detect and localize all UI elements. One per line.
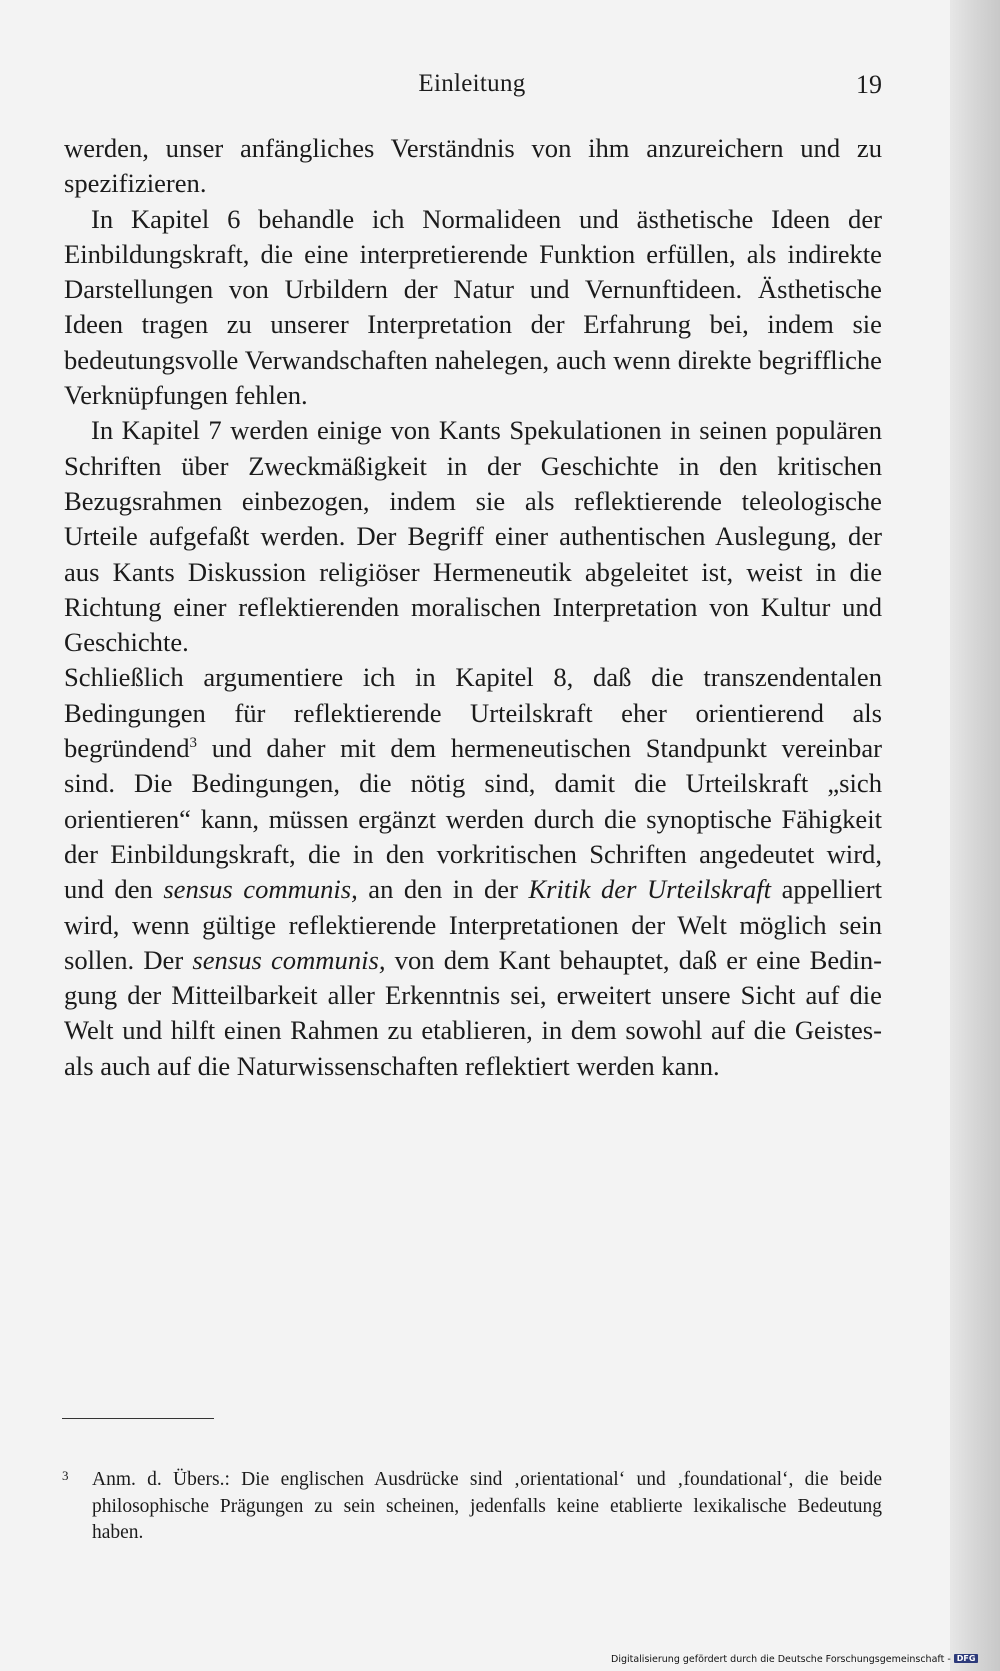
paragraph-1: werden, unser anfängliches Verständnis von ihm anzureichern und zu spezifizieren. xyxy=(64,133,882,199)
italic-term-sensus-communis-2: sensus communis, xyxy=(192,944,386,975)
paragraph-2: In Kapitel 6 behandle ich Normalideen und ästhetische Ideen der Einbildungskraft, die eine interpretierende Funktion erfüllen, als indirekte Darstellungen von Urbildern der Natur und Vernunftideen. Ästhetische Ideen tragen zu unserer Interpretation der Erfahrung bei, indem sie bedeutungsvolle Verwandschaften nahelegen, auch wenn direkte begriffliche Verknüpfungen fehlen. xyxy=(64,203,882,411)
credit-text: Digitalisierung gefördert durch die Deutsche Forschungsgemeinschaft - xyxy=(611,1654,951,1665)
running-head xyxy=(62,70,882,110)
footnote-divider xyxy=(62,1418,214,1419)
page-number: 19 xyxy=(856,70,882,99)
body-text xyxy=(64,131,882,1084)
paragraph-4-text-3: an den in der xyxy=(357,874,529,905)
dfg-logo: DFG xyxy=(954,1654,979,1663)
paragraph-3: In Kapitel 7 werden einige von Kants Spekulationen in seinen populären Schriften über Zweckmäßigkeit in der Geschichte in den kritischen Bezugsrahmen einbezogen, indem sie als reflektierende teleologische Urteile aufgefaßt werden. Der Begriff einer authentischen Auslegung, der aus Kants Diskussion religiöser Hermeneutik abgeleitet ist, weist in die Richtung einer reflektierenden moralischen Interpretation von Kultur und Geschichte. xyxy=(64,415,882,658)
footnote-number: 3 xyxy=(62,1468,69,1483)
footnote-text: Anm. d. Übers.: Die englischen Ausdrücke sind ‚orientational‘ und ‚foundational‘, die beide philosophische Prägungen zu sein scheinen, jedenfalls keine etablierte lexikalische Bedeutung haben. xyxy=(92,1469,882,1543)
paragraph-4-text-5: von dem Kant behauptet, daß er eine Bedingung der Mitteilbarkeit aller Erkenntnis sei, erweitert unsere Sicht auf die Welt und hilft einen Rahmen zu etablieren, in dem sowohl auf die Geistes- als auch auf die Naturwissenschaften reflektiert werden kann. xyxy=(64,944,882,1081)
digitization-credit xyxy=(611,1654,978,1665)
italic-term-sensus-communis: sensus communis, xyxy=(163,874,358,905)
paragraph-4-text-4: appelliert wird, wenn gültige reflektierende Interpretationen der Welt möglich sein sollen. Der xyxy=(64,874,882,975)
italic-title-kritik-der-urteilskraft: Kritik der Urteilskraft xyxy=(528,874,772,905)
paragraph-4 xyxy=(64,660,882,1084)
paragraph-4-text-2: und daher mit dem hermeneutischen Standpunkt vereinbar sind. Die Bedingungen, die nötig sind, damit die Urteilskraft „sich orientieren“ kann, müssen ergänzt werden durch die synoptische Fähigkeit der Einbildungskraft, die in den vorkritischen Schriften angedeutet wird, und den xyxy=(64,733,882,905)
footnote xyxy=(62,1467,882,1547)
paragraph-4-text-1: Schließlich argumentiere ich in Kapitel 8, daß die transzendentalen Bedingungen für reflektierende Urteilskraft eher orientierend als begründend xyxy=(64,662,882,764)
chapter-title: Einleitung xyxy=(418,70,526,97)
footnote-reference: 3 xyxy=(189,735,198,752)
